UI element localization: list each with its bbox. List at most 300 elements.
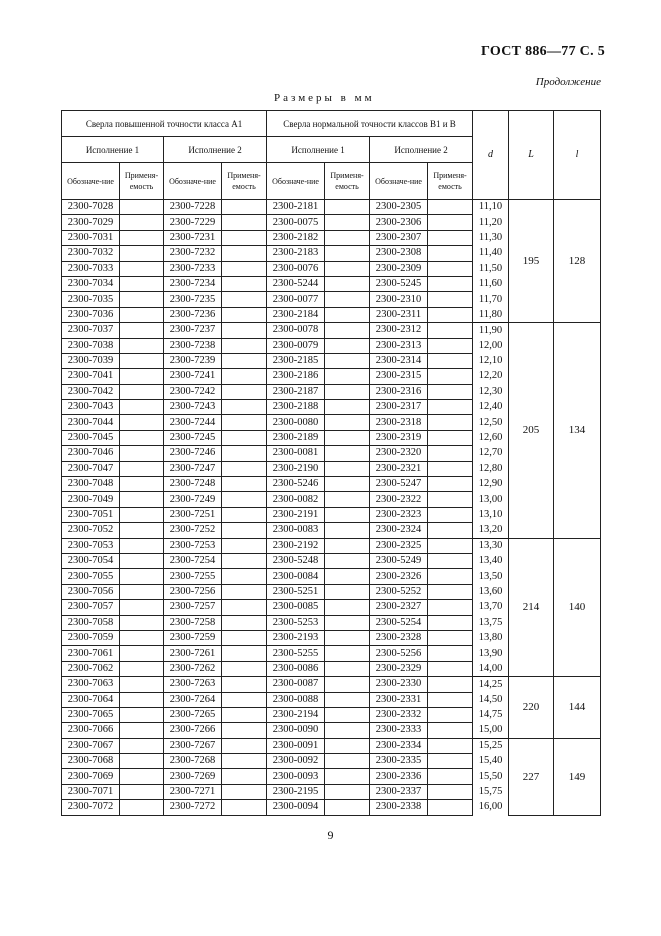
diameter-cell: 11,90 bbox=[473, 323, 509, 338]
a1-v2-applicability-cell bbox=[222, 415, 267, 430]
diameter-cell: 13,80 bbox=[473, 630, 509, 645]
b-v2-designation-cell: 2300-2307 bbox=[370, 230, 428, 245]
b-v2-applicability-cell bbox=[428, 430, 473, 445]
b-v2-designation-cell: 2300-2311 bbox=[370, 307, 428, 322]
a1-v2-applicability-cell bbox=[222, 230, 267, 245]
b-v2-applicability-cell bbox=[428, 384, 473, 399]
b-v2-applicability-cell bbox=[428, 646, 473, 661]
designation-header: Обозначе-ние bbox=[267, 163, 325, 200]
a1-v1-designation-cell: 2300-7066 bbox=[62, 723, 120, 738]
page-number: 9 bbox=[327, 828, 334, 842]
b-v1-designation-cell: 2300-0088 bbox=[267, 692, 325, 707]
applicability-header: Применя-емость bbox=[325, 163, 370, 200]
a1-v1-designation-cell: 2300-7044 bbox=[62, 415, 120, 430]
a1-v1-designation-cell: 2300-7048 bbox=[62, 477, 120, 492]
b-v2-applicability-cell bbox=[428, 723, 473, 738]
diameter-cell: 12,90 bbox=[473, 477, 509, 492]
b-v2-applicability-cell bbox=[428, 369, 473, 384]
b-v2-designation-cell: 2300-5247 bbox=[370, 477, 428, 492]
b-v1-designation-cell: 2300-0087 bbox=[267, 677, 325, 692]
b-v2-designation-cell: 2300-5256 bbox=[370, 646, 428, 661]
a1-v1-applicability-cell bbox=[120, 600, 164, 615]
a1-v1-applicability-cell bbox=[120, 230, 164, 245]
b-v1-applicability-cell bbox=[325, 384, 370, 399]
b-v1-applicability-cell bbox=[325, 353, 370, 368]
b-v1-applicability-cell bbox=[325, 292, 370, 307]
diameter-cell: 12,50 bbox=[473, 415, 509, 430]
diameter-cell: 12,20 bbox=[473, 369, 509, 384]
length-l-cell: 134 bbox=[554, 323, 601, 538]
diameter-cell: 11,40 bbox=[473, 246, 509, 261]
b-v2-designation-cell: 2300-2330 bbox=[370, 677, 428, 692]
a1-v2-applicability-cell bbox=[222, 723, 267, 738]
diameter-cell: 12,10 bbox=[473, 353, 509, 368]
b-v1-applicability-cell bbox=[325, 538, 370, 553]
diameter-cell: 12,60 bbox=[473, 430, 509, 445]
length-l-cell: 128 bbox=[554, 200, 601, 323]
a1-v2-designation-cell: 2300-7272 bbox=[164, 800, 222, 815]
b-v1-designation-cell: 2300-2183 bbox=[267, 246, 325, 261]
a1-v2-applicability-cell bbox=[222, 553, 267, 568]
b-v2-applicability-cell bbox=[428, 307, 473, 322]
a1-v2-applicability-cell bbox=[222, 569, 267, 584]
b-v2-applicability-cell bbox=[428, 661, 473, 676]
a1-v2-designation-cell: 2300-7235 bbox=[164, 292, 222, 307]
diameter-cell: 11,50 bbox=[473, 261, 509, 276]
a1-v2-applicability-cell bbox=[222, 738, 267, 753]
length-L-cell: 205 bbox=[509, 323, 554, 538]
b-v2-designation-cell: 2300-2334 bbox=[370, 738, 428, 753]
diameter-cell: 13,20 bbox=[473, 523, 509, 538]
a1-v2-designation-cell: 2300-7248 bbox=[164, 477, 222, 492]
table-row bbox=[62, 738, 601, 753]
length-L-cell: 214 bbox=[509, 538, 554, 677]
a1-v1-designation-cell: 2300-7029 bbox=[62, 215, 120, 230]
b-v2-designation-cell: 2300-2319 bbox=[370, 430, 428, 445]
col-header-l: l bbox=[554, 111, 601, 200]
drill-dimensions-table bbox=[61, 110, 601, 816]
a1-v2-designation-cell: 2300-7271 bbox=[164, 784, 222, 799]
table-row bbox=[62, 323, 601, 338]
b-v1-designation-cell: 2300-2185 bbox=[267, 353, 325, 368]
b-v2-designation-cell: 2300-2318 bbox=[370, 415, 428, 430]
b-v2-designation-cell: 2300-2312 bbox=[370, 323, 428, 338]
b-v2-designation-cell: 2300-2322 bbox=[370, 492, 428, 507]
applicability-header: Применя-емость bbox=[120, 163, 164, 200]
b-v1-applicability-cell bbox=[325, 323, 370, 338]
b-v1-designation-cell: 2300-0094 bbox=[267, 800, 325, 815]
applicability-header: Применя-емость bbox=[428, 163, 473, 200]
b-v1-applicability-cell bbox=[325, 584, 370, 599]
a1-v2-designation-cell: 2300-7236 bbox=[164, 307, 222, 322]
a1-v1-designation-cell: 2300-7065 bbox=[62, 707, 120, 722]
a1-v2-designation-cell: 2300-7238 bbox=[164, 338, 222, 353]
a1-v1-designation-cell: 2300-7052 bbox=[62, 523, 120, 538]
diameter-cell: 13,50 bbox=[473, 569, 509, 584]
a1-v2-applicability-cell bbox=[222, 523, 267, 538]
b-variant2-header: Исполнение 2 bbox=[370, 137, 473, 163]
group-header-b1b: Сверла нормальной точности классов В1 и В bbox=[267, 111, 473, 137]
b-v2-designation-cell: 2300-2310 bbox=[370, 292, 428, 307]
a1-v1-applicability-cell bbox=[120, 677, 164, 692]
b-variant1-header: Исполнение 1 bbox=[267, 137, 370, 163]
a1-v2-designation-cell: 2300-7239 bbox=[164, 353, 222, 368]
b-v1-designation-cell: 2300-0078 bbox=[267, 323, 325, 338]
b-v1-applicability-cell bbox=[325, 261, 370, 276]
a1-v1-applicability-cell bbox=[120, 446, 164, 461]
b-v1-applicability-cell bbox=[325, 553, 370, 568]
b-v2-applicability-cell bbox=[428, 738, 473, 753]
a1-v2-designation-cell: 2300-7257 bbox=[164, 600, 222, 615]
a1-v2-applicability-cell bbox=[222, 446, 267, 461]
b-v1-designation-cell: 2300-2186 bbox=[267, 369, 325, 384]
a1-v1-designation-cell: 2300-7062 bbox=[62, 661, 120, 676]
a1-v1-designation-cell: 2300-7067 bbox=[62, 738, 120, 753]
b-v1-designation-cell: 2300-0077 bbox=[267, 292, 325, 307]
b-v2-applicability-cell bbox=[428, 784, 473, 799]
diameter-cell: 15,50 bbox=[473, 769, 509, 784]
a1-v2-applicability-cell bbox=[222, 400, 267, 415]
a1-v1-applicability-cell bbox=[120, 261, 164, 276]
b-v1-applicability-cell bbox=[325, 369, 370, 384]
b-v2-designation-cell: 2300-2324 bbox=[370, 523, 428, 538]
b-v1-applicability-cell bbox=[325, 630, 370, 645]
a1-v2-designation-cell: 2300-7241 bbox=[164, 369, 222, 384]
b-v1-designation-cell: 2300-5246 bbox=[267, 477, 325, 492]
b-v1-applicability-cell bbox=[325, 615, 370, 630]
b-v2-designation-cell: 2300-2323 bbox=[370, 507, 428, 522]
applicability-header: Применя-емость bbox=[222, 163, 267, 200]
a1-v1-applicability-cell bbox=[120, 661, 164, 676]
b-v1-applicability-cell bbox=[325, 492, 370, 507]
a1-v1-designation-cell: 2300-7032 bbox=[62, 246, 120, 261]
a1-v1-applicability-cell bbox=[120, 584, 164, 599]
b-v2-designation-cell: 2300-2337 bbox=[370, 784, 428, 799]
length-l-cell: 149 bbox=[554, 738, 601, 815]
a1-v2-designation-cell: 2300-7269 bbox=[164, 769, 222, 784]
a1-v1-designation-cell: 2300-7037 bbox=[62, 323, 120, 338]
a1-v2-applicability-cell bbox=[222, 477, 267, 492]
a1-v2-applicability-cell bbox=[222, 507, 267, 522]
a1-v1-applicability-cell bbox=[120, 415, 164, 430]
b-v2-applicability-cell bbox=[428, 492, 473, 507]
b-v1-designation-cell: 2300-5253 bbox=[267, 615, 325, 630]
b-v1-designation-cell: 2300-0092 bbox=[267, 754, 325, 769]
b-v1-designation-cell: 2300-0082 bbox=[267, 492, 325, 507]
b-v1-designation-cell: 2300-0084 bbox=[267, 569, 325, 584]
b-v2-designation-cell: 2300-5254 bbox=[370, 615, 428, 630]
a1-v2-designation-cell: 2300-7247 bbox=[164, 461, 222, 476]
a1-v2-applicability-cell bbox=[222, 646, 267, 661]
b-v1-applicability-cell bbox=[325, 692, 370, 707]
a1-v1-designation-cell: 2300-7033 bbox=[62, 261, 120, 276]
designation-header: Обозначе-ние bbox=[62, 163, 120, 200]
a1-v2-applicability-cell bbox=[222, 200, 267, 215]
a1-v1-applicability-cell bbox=[120, 276, 164, 291]
b-v2-applicability-cell bbox=[428, 523, 473, 538]
diameter-cell: 12,30 bbox=[473, 384, 509, 399]
a1-v2-applicability-cell bbox=[222, 369, 267, 384]
diameter-cell: 12,70 bbox=[473, 446, 509, 461]
diameter-cell: 11,10 bbox=[473, 200, 509, 215]
b-v2-designation-cell: 2300-2325 bbox=[370, 538, 428, 553]
b-v2-applicability-cell bbox=[428, 215, 473, 230]
a1-v1-applicability-cell bbox=[120, 553, 164, 568]
b-v1-designation-cell: 2300-2192 bbox=[267, 538, 325, 553]
a1-v1-applicability-cell bbox=[120, 723, 164, 738]
a1-v2-applicability-cell bbox=[222, 430, 267, 445]
a1-v2-designation-cell: 2300-7262 bbox=[164, 661, 222, 676]
b-v2-applicability-cell bbox=[428, 692, 473, 707]
b-v2-applicability-cell bbox=[428, 276, 473, 291]
a1-v1-applicability-cell bbox=[120, 692, 164, 707]
b-v2-applicability-cell bbox=[428, 230, 473, 245]
sizes-caption: Размеры в мм bbox=[274, 92, 375, 104]
a1-v1-designation-cell: 2300-7047 bbox=[62, 461, 120, 476]
b-v2-designation-cell: 2300-2329 bbox=[370, 661, 428, 676]
b-v2-applicability-cell bbox=[428, 584, 473, 599]
a1-v1-applicability-cell bbox=[120, 292, 164, 307]
a1-v2-designation-cell: 2300-7232 bbox=[164, 246, 222, 261]
a1-v2-designation-cell: 2300-7259 bbox=[164, 630, 222, 645]
b-v1-applicability-cell bbox=[325, 461, 370, 476]
a1-v2-applicability-cell bbox=[222, 492, 267, 507]
b-v1-designation-cell: 2300-0080 bbox=[267, 415, 325, 430]
a1-v1-designation-cell: 2300-7028 bbox=[62, 200, 120, 215]
b-v2-applicability-cell bbox=[428, 677, 473, 692]
a1-v2-applicability-cell bbox=[222, 292, 267, 307]
a1-v1-designation-cell: 2300-7038 bbox=[62, 338, 120, 353]
designation-header: Обозначе-ние bbox=[164, 163, 222, 200]
b-v2-designation-cell: 2300-2321 bbox=[370, 461, 428, 476]
a1-v2-designation-cell: 2300-7229 bbox=[164, 215, 222, 230]
length-l-cell: 144 bbox=[554, 677, 601, 739]
a1-v1-designation-cell: 2300-7059 bbox=[62, 630, 120, 645]
b-v1-designation-cell: 2300-0091 bbox=[267, 738, 325, 753]
diameter-cell: 16,00 bbox=[473, 800, 509, 815]
a1-v2-applicability-cell bbox=[222, 692, 267, 707]
b-v1-designation-cell: 2300-0085 bbox=[267, 600, 325, 615]
a1-v2-designation-cell: 2300-7237 bbox=[164, 323, 222, 338]
col-header-d: d bbox=[473, 111, 509, 200]
b-v2-designation-cell: 2300-2332 bbox=[370, 707, 428, 722]
table-row bbox=[62, 200, 601, 215]
length-L-cell: 227 bbox=[509, 738, 554, 815]
document-header-title: ГОСТ 886—77 С. 5 bbox=[481, 44, 605, 59]
a1-v2-applicability-cell bbox=[222, 461, 267, 476]
a1-v1-designation-cell: 2300-7045 bbox=[62, 430, 120, 445]
a1-v1-designation-cell: 2300-7036 bbox=[62, 307, 120, 322]
a1-v1-applicability-cell bbox=[120, 630, 164, 645]
a1-v1-designation-cell: 2300-7058 bbox=[62, 615, 120, 630]
b-v1-designation-cell: 2300-2193 bbox=[267, 630, 325, 645]
a1-v2-designation-cell: 2300-7234 bbox=[164, 276, 222, 291]
a1-v1-applicability-cell bbox=[120, 461, 164, 476]
a1-v2-designation-cell: 2300-7261 bbox=[164, 646, 222, 661]
b-v2-applicability-cell bbox=[428, 477, 473, 492]
a1-v1-applicability-cell bbox=[120, 430, 164, 445]
a1-v2-applicability-cell bbox=[222, 800, 267, 815]
a1-v2-designation-cell: 2300-7231 bbox=[164, 230, 222, 245]
a1-v1-applicability-cell bbox=[120, 507, 164, 522]
a1-v2-designation-cell: 2300-7254 bbox=[164, 553, 222, 568]
a1-v2-applicability-cell bbox=[222, 353, 267, 368]
a1-v2-designation-cell: 2300-7256 bbox=[164, 584, 222, 599]
b-v1-designation-cell: 2300-2195 bbox=[267, 784, 325, 799]
b-v1-applicability-cell bbox=[325, 569, 370, 584]
a1-v1-applicability-cell bbox=[120, 323, 164, 338]
a1-v2-designation-cell: 2300-7267 bbox=[164, 738, 222, 753]
b-v2-designation-cell: 2300-2316 bbox=[370, 384, 428, 399]
diameter-cell: 15,40 bbox=[473, 754, 509, 769]
table-row bbox=[62, 538, 601, 553]
b-v2-designation-cell: 2300-2309 bbox=[370, 261, 428, 276]
b-v1-applicability-cell bbox=[325, 200, 370, 215]
a1-v2-applicability-cell bbox=[222, 246, 267, 261]
b-v2-applicability-cell bbox=[428, 323, 473, 338]
b-v1-applicability-cell bbox=[325, 477, 370, 492]
b-v2-applicability-cell bbox=[428, 800, 473, 815]
b-v1-applicability-cell bbox=[325, 246, 370, 261]
b-v1-applicability-cell bbox=[325, 723, 370, 738]
b-v2-applicability-cell bbox=[428, 630, 473, 645]
length-L-cell: 195 bbox=[509, 200, 554, 323]
b-v1-applicability-cell bbox=[325, 800, 370, 815]
diameter-cell: 13,75 bbox=[473, 615, 509, 630]
b-v2-applicability-cell bbox=[428, 446, 473, 461]
a1-v1-designation-cell: 2300-7054 bbox=[62, 553, 120, 568]
length-L-cell: 220 bbox=[509, 677, 554, 739]
b-v2-designation-cell: 2300-2335 bbox=[370, 754, 428, 769]
b-v1-applicability-cell bbox=[325, 707, 370, 722]
b-v2-applicability-cell bbox=[428, 292, 473, 307]
a1-v2-applicability-cell bbox=[222, 615, 267, 630]
a1-v1-designation-cell: 2300-7031 bbox=[62, 230, 120, 245]
b-v1-designation-cell: 2300-2181 bbox=[267, 200, 325, 215]
b-v2-designation-cell: 2300-2317 bbox=[370, 400, 428, 415]
a1-v2-applicability-cell bbox=[222, 584, 267, 599]
a1-v1-designation-cell: 2300-7049 bbox=[62, 492, 120, 507]
a1-v1-designation-cell: 2300-7057 bbox=[62, 600, 120, 615]
a1-v1-designation-cell: 2300-7064 bbox=[62, 692, 120, 707]
b-v1-designation-cell: 2300-5248 bbox=[267, 553, 325, 568]
b-v1-designation-cell: 2300-2187 bbox=[267, 384, 325, 399]
a1-v1-applicability-cell bbox=[120, 738, 164, 753]
b-v2-designation-cell: 2300-2313 bbox=[370, 338, 428, 353]
a1-v2-designation-cell: 2300-7228 bbox=[164, 200, 222, 215]
b-v1-designation-cell: 2300-5244 bbox=[267, 276, 325, 291]
a1-v2-designation-cell: 2300-7268 bbox=[164, 754, 222, 769]
b-v2-designation-cell: 2300-2326 bbox=[370, 569, 428, 584]
a1-v2-designation-cell: 2300-7255 bbox=[164, 569, 222, 584]
diameter-cell: 14,25 bbox=[473, 677, 509, 692]
b-v1-designation-cell: 2300-2189 bbox=[267, 430, 325, 445]
diameter-cell: 14,75 bbox=[473, 707, 509, 722]
b-v1-designation-cell: 2300-0081 bbox=[267, 446, 325, 461]
diameter-cell: 13,40 bbox=[473, 553, 509, 568]
b-v1-designation-cell: 2300-5251 bbox=[267, 584, 325, 599]
b-v1-applicability-cell bbox=[325, 446, 370, 461]
b-v2-applicability-cell bbox=[428, 415, 473, 430]
a1-v2-applicability-cell bbox=[222, 677, 267, 692]
a1-v1-designation-cell: 2300-7046 bbox=[62, 446, 120, 461]
a1-v2-applicability-cell bbox=[222, 661, 267, 676]
b-v2-applicability-cell bbox=[428, 461, 473, 476]
b-v2-applicability-cell bbox=[428, 200, 473, 215]
diameter-cell: 11,70 bbox=[473, 292, 509, 307]
a1-v1-applicability-cell bbox=[120, 215, 164, 230]
a1-v1-designation-cell: 2300-7055 bbox=[62, 569, 120, 584]
b-v2-designation-cell: 2300-2328 bbox=[370, 630, 428, 645]
a1-v1-designation-cell: 2300-7034 bbox=[62, 276, 120, 291]
b-v1-designation-cell: 2300-2194 bbox=[267, 707, 325, 722]
b-v1-designation-cell: 2300-0076 bbox=[267, 261, 325, 276]
a1-v2-designation-cell: 2300-7263 bbox=[164, 677, 222, 692]
a1-v2-applicability-cell bbox=[222, 384, 267, 399]
a1-v1-applicability-cell bbox=[120, 569, 164, 584]
a1-v2-applicability-cell bbox=[222, 754, 267, 769]
b-v1-designation-cell: 2300-0083 bbox=[267, 523, 325, 538]
b-v1-designation-cell: 2300-5255 bbox=[267, 646, 325, 661]
b-v1-designation-cell: 2300-0086 bbox=[267, 661, 325, 676]
a1-v1-designation-cell: 2300-7056 bbox=[62, 584, 120, 599]
a1-v2-applicability-cell bbox=[222, 630, 267, 645]
b-v2-designation-cell: 2300-2320 bbox=[370, 446, 428, 461]
a1-v1-designation-cell: 2300-7043 bbox=[62, 400, 120, 415]
b-v2-designation-cell: 2300-2331 bbox=[370, 692, 428, 707]
diameter-cell: 11,20 bbox=[473, 215, 509, 230]
a1-v1-designation-cell: 2300-7041 bbox=[62, 369, 120, 384]
a1-v1-designation-cell: 2300-7068 bbox=[62, 754, 120, 769]
diameter-cell: 15,00 bbox=[473, 723, 509, 738]
diameter-cell: 11,60 bbox=[473, 276, 509, 291]
a1-v2-designation-cell: 2300-7233 bbox=[164, 261, 222, 276]
diameter-cell: 13,90 bbox=[473, 646, 509, 661]
b-v2-applicability-cell bbox=[428, 707, 473, 722]
b-v1-applicability-cell bbox=[325, 307, 370, 322]
diameter-cell: 11,80 bbox=[473, 307, 509, 322]
a1-v2-designation-cell: 2300-7244 bbox=[164, 415, 222, 430]
col-header-L: L bbox=[509, 111, 554, 200]
table-body bbox=[62, 200, 601, 816]
a1-v1-applicability-cell bbox=[120, 707, 164, 722]
a1-v2-designation-cell: 2300-7266 bbox=[164, 723, 222, 738]
a1-v1-designation-cell: 2300-7053 bbox=[62, 538, 120, 553]
diameter-cell: 12,80 bbox=[473, 461, 509, 476]
b-v2-designation-cell: 2300-2315 bbox=[370, 369, 428, 384]
b-v1-applicability-cell bbox=[325, 677, 370, 692]
b-v2-applicability-cell bbox=[428, 507, 473, 522]
a1-v1-designation-cell: 2300-7071 bbox=[62, 784, 120, 799]
b-v2-designation-cell: 2300-2336 bbox=[370, 769, 428, 784]
diameter-cell: 13,10 bbox=[473, 507, 509, 522]
b-v2-applicability-cell bbox=[428, 400, 473, 415]
b-v2-designation-cell: 2300-5245 bbox=[370, 276, 428, 291]
a1-v1-applicability-cell bbox=[120, 369, 164, 384]
b-v2-designation-cell: 2300-2305 bbox=[370, 200, 428, 215]
diameter-cell: 15,75 bbox=[473, 784, 509, 799]
b-v1-designation-cell: 2300-2191 bbox=[267, 507, 325, 522]
b-v1-applicability-cell bbox=[325, 215, 370, 230]
b-v2-applicability-cell bbox=[428, 754, 473, 769]
length-l-cell: 140 bbox=[554, 538, 601, 677]
table-row bbox=[62, 677, 601, 692]
a1-v2-designation-cell: 2300-7252 bbox=[164, 523, 222, 538]
b-v2-designation-cell: 2300-2333 bbox=[370, 723, 428, 738]
a1-v2-applicability-cell bbox=[222, 307, 267, 322]
a1-v1-designation-cell: 2300-7042 bbox=[62, 384, 120, 399]
a1-v1-designation-cell: 2300-7069 bbox=[62, 769, 120, 784]
